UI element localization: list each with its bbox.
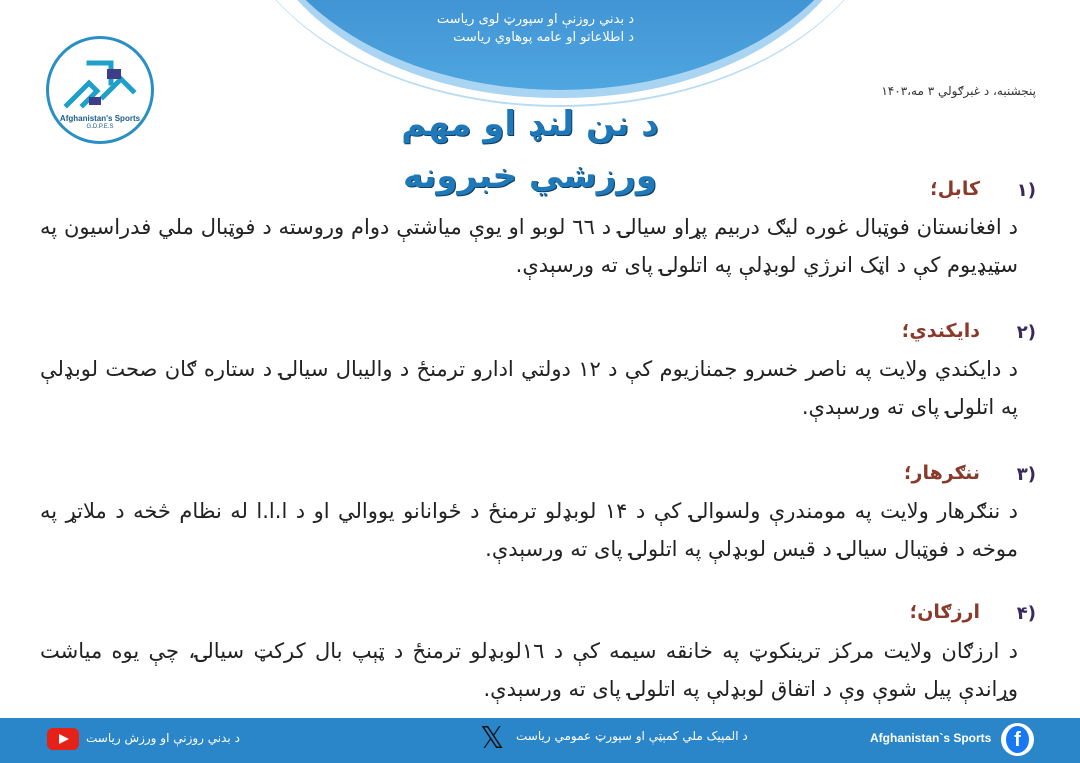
news-heading: ننګرهار؛ — [903, 462, 980, 484]
news-number: ۱) — [1016, 180, 1036, 201]
youtube-label[interactable]: د بدني روزنې او ورزش ریاست — [86, 731, 240, 745]
news-paragraph: د دایکندي ولایت په ناصر خسرو جمنازیوم کې د ۱۲ دولتي ادارو ترمنځ د والیبال سیالۍ د ستاره ګان صحت لوبډلې په اتلولۍ پای ته ورسېدې. — [40, 357, 1018, 419]
news-paragraph: د ارزګان ولایت مرکز ترینکوټ په خانقه سیمه کې د ۱٦لوبډلو ترمنځ د ټېپ بال کرکټ سیالۍ، چې یوه میاشت وړاندې پیل شوې وې د اتفاق لوبډلې په اتلولۍ پای ته ورسېدې. — [40, 639, 1019, 701]
news-number: ۴) — [1016, 603, 1036, 624]
news-number: ۲) — [1016, 322, 1036, 343]
news-paragraph: د ننګرهار ولایت په مومندرې ولسوالۍ کې د ۱۴ لوبډلو ترمنځ د ځوانانو یووالي او د ا.ا.ا له نظام څخه د ملاتړ په موخه د فوټبال سیالۍ د قیس لوبډلې په اتلولۍ پای ته ورسېدې. — [40, 499, 1018, 561]
news-heading: دایکندي؛ — [901, 320, 980, 342]
page-title-line2: ورزشي خبرونه — [402, 156, 657, 196]
x-icon[interactable]: 𝕏 — [480, 721, 505, 756]
news-heading: کابل؛ — [930, 178, 980, 200]
dept-line2: د اطلاعاتو او عامه پوهاوي ریاست — [453, 30, 634, 45]
facebook-icon[interactable]: f — [1001, 723, 1034, 756]
news-number: ۳) — [1016, 464, 1036, 485]
x-label[interactable]: د المپیک ملي کمېټې او سپورټ عمومي ریاست — [516, 729, 748, 743]
date-label: پنجشنبه، د غبرګولي ۳ مه،۱۴۰۳ — [881, 84, 1036, 98]
logo-name: Afghanistan's Sports — [59, 114, 141, 123]
news-paragraph: د افغانستان فوټبال غوره لیګ دربیم پړاو سیالۍ د ٦٦ لوبو او یوې میاشتې دوام وروسته د فوټبال ملي فدراسیون په سټیډیوم کې د اټک انرژي لوبډلې په اتلولۍ پای ته ورسېدې. — [40, 215, 1018, 277]
facebook-label[interactable]: Afghanistan`s Sports — [870, 731, 992, 745]
page-title-line1: د نن لنډ او مهم — [401, 104, 659, 144]
news-heading: ارزګان؛ — [909, 601, 980, 623]
youtube-icon[interactable] — [47, 728, 79, 750]
logo-abbr: G.D.P.E.S — [86, 124, 114, 130]
sports-logo — [46, 36, 154, 144]
dept-line1: د بدني روزنې او سپورټ لوی ریاست — [436, 12, 634, 27]
